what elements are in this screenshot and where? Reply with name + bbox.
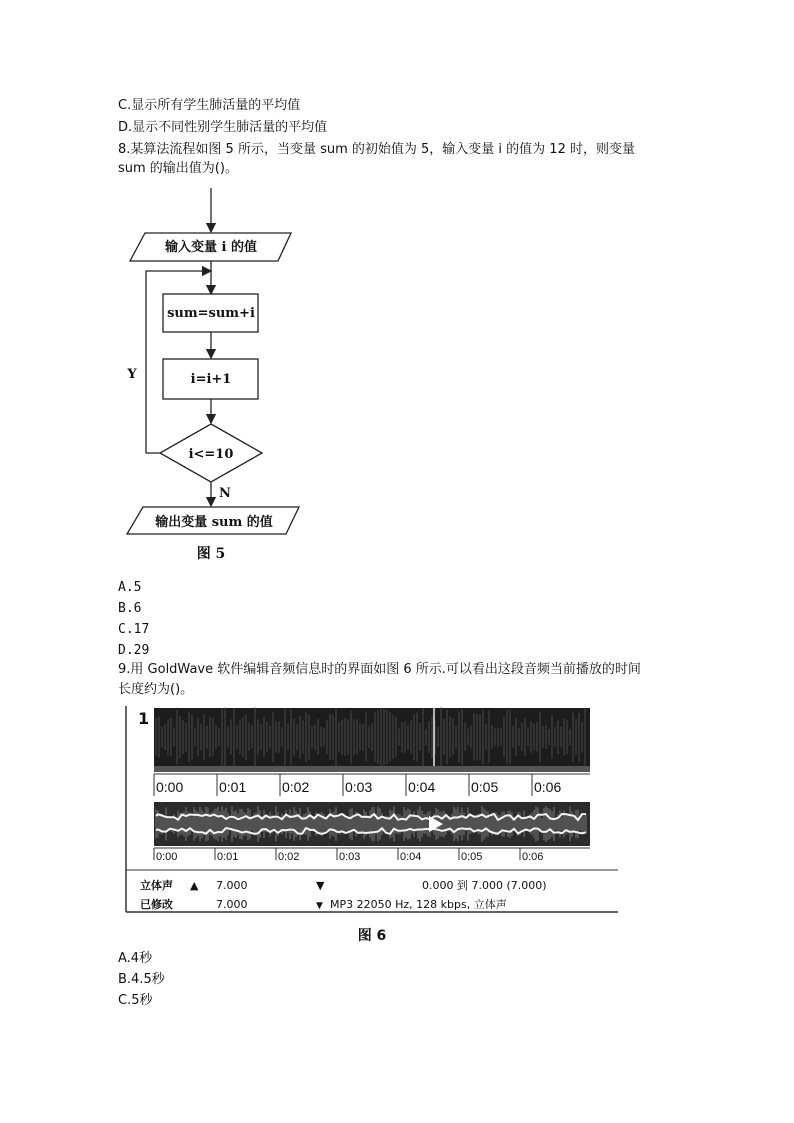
ruler-top-label: 0:02 (282, 779, 310, 795)
flow-label-yes: Y (127, 367, 137, 382)
flow-loop-back-arrow (146, 271, 211, 453)
status-selection-range: 0.000 到 7.000 (7.000) (422, 879, 547, 892)
flow-label-no: N (219, 486, 231, 501)
option-c-prev: C.显示所有学生肺活量的平均值 (118, 98, 301, 113)
status-format-dropdown-icon[interactable]: ▼ (316, 901, 323, 911)
option-d-prev: D.显示不同性别学生肺活量的平均值 (118, 120, 328, 135)
status-modified-label: 已修改 (140, 898, 173, 911)
question-9-line2: 长度约为()。 (118, 682, 194, 697)
ruler-bottom-label: 0:05 (461, 851, 483, 863)
question-9-line1: 9.用 GoldWave 软件编辑音频信息时的界面如图 6 所示.可以看出这段音频当前播放的时间 (118, 662, 641, 677)
bottom-time-ruler (154, 848, 543, 863)
flowchart-figure-5 (118, 186, 318, 568)
flow-step-i-text: i=i+1 (190, 372, 232, 387)
q8-option-d: D.29 (118, 643, 150, 658)
ruler-top-label: 0:04 (408, 779, 436, 795)
ruler-top-label: 0:03 (345, 779, 373, 795)
q8-option-a: A.5 (118, 580, 142, 595)
ruler-bottom-label: 0:04 (400, 851, 422, 863)
ruler-bottom-label: 0:02 (278, 851, 300, 863)
flow-step-sum-text: sum=sum+i (167, 306, 255, 321)
flow-output-text: 输出变量 sum 的值 (155, 515, 273, 530)
track-number: 1 (138, 709, 150, 728)
top-time-ruler (154, 774, 561, 796)
status-position-value: 7.000 (216, 898, 248, 911)
q9-option-b: B.4.5秒 (118, 972, 165, 987)
ruler-bottom-label: 0:06 (522, 851, 544, 863)
ruler-top-label: 0:05 (471, 779, 499, 795)
flow-condition-text: i<=10 (188, 447, 234, 462)
ruler-top-label: 0:01 (219, 779, 247, 795)
ruler-bottom-label: 0:01 (217, 851, 239, 863)
status-channel-arrow: ▲ (190, 879, 199, 892)
goldwave-figure-6 (118, 704, 618, 950)
q8-option-b: B.6 (118, 601, 142, 616)
figure-6-caption: 图 6 (357, 928, 387, 944)
flow-input-text: 输入变量 i 的值 (165, 240, 257, 255)
status-length-value: 7.000 (216, 879, 248, 892)
ruler-top-label: 0:00 (156, 779, 184, 795)
q9-option-c: C.5秒 (118, 993, 153, 1008)
figure-5-caption: 图 5 (196, 546, 226, 562)
status-format-text: MP3 22050 Hz, 128 kbps, 立体声 (330, 898, 507, 911)
question-8-line1: 8.某算法流程如图 5 所示，当变量 sum 的初始值为 5，输入变量 i 的值为 12 时，则变量 (118, 142, 635, 157)
ruler-top-label: 0:06 (534, 779, 562, 795)
q9-option-a: A.4秒 (118, 951, 153, 966)
status-channel-label: 立体声 (140, 879, 173, 892)
status-length-dropdown-icon[interactable]: ▼ (316, 879, 325, 892)
q8-option-c: C.17 (118, 622, 150, 637)
ruler-bottom-label: 0:00 (156, 851, 178, 863)
question-8-line2: sum 的输出值为()。 (118, 161, 238, 176)
ruler-bottom-label: 0:03 (339, 851, 361, 863)
